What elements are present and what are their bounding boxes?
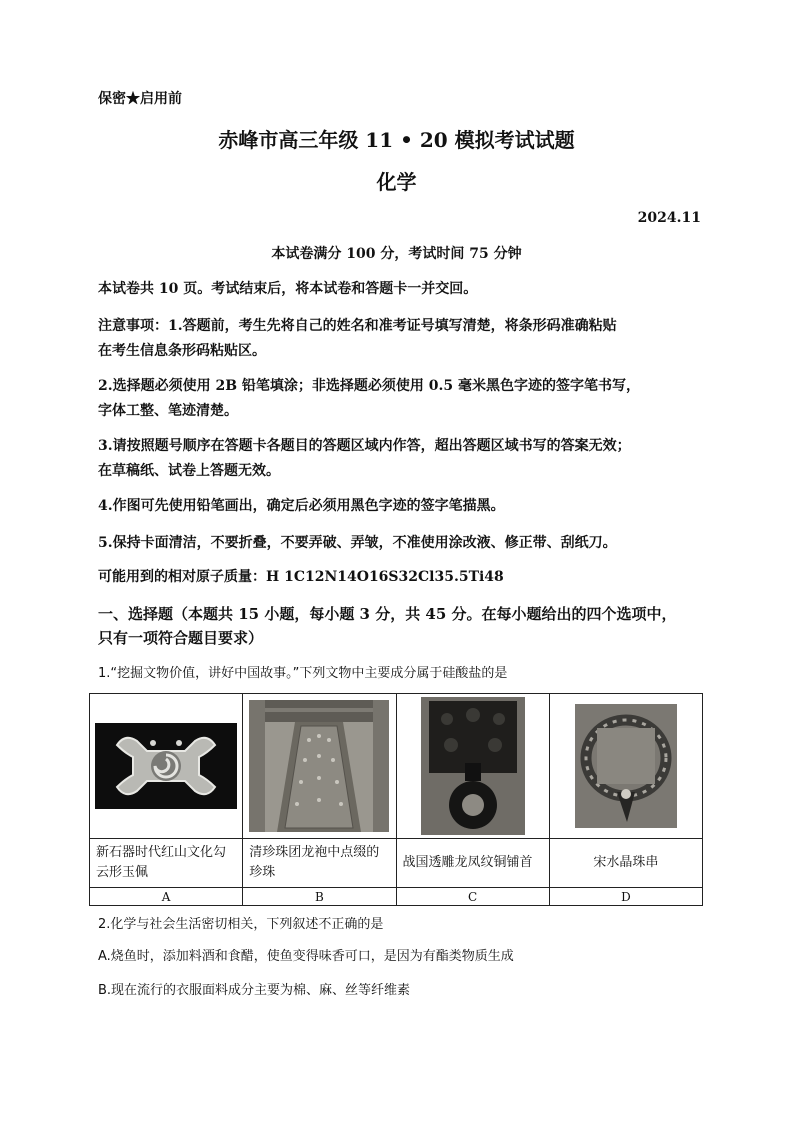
option-b-letter: B [243,888,396,906]
exam-title: 赤峰市高三年级 11 • 20 模拟考试试题 [218,128,575,152]
option-c-caption: 战国透雕龙凤纹铜铺首 [396,839,549,888]
dragon-robe-image [249,700,389,832]
note-4: 4.作图可先使用铅笔画出，确定后必须用黑色字迹的签字笔描黑。 [98,498,505,514]
question-2-stem: 2.化学与社会生活密切相关，下列叙述不正确的是 [98,917,384,932]
jade-pendant-image [95,723,237,809]
note-5: 5.保持卡面清洁，不要折叠，不要弄破、弄皱，不准使用涂改液、修正带、刮纸刀。 [98,535,617,551]
page-count-note: 本试卷共 10 页。考试结束后，将本试卷和答题卡一并交回。 [98,281,478,297]
atomic-masses: 可能用到的相对原子质量：H 1C12N14O16S32Cl35.5Ti48 [98,569,504,585]
option-d-letter: D [549,888,702,906]
option-b-caption: 清珍珠团龙袍中点缀的珍珠 [243,839,396,888]
option-d-image-cell [549,694,702,839]
note-3-line-2: 在草稿纸、试卷上答题无效。 [98,463,280,479]
option-d-caption: 宋水晶珠串 [549,839,702,888]
option-c-image-cell [396,694,549,839]
option-a-image-cell [90,694,243,839]
question-2-option-a: A.烧鱼时，添加料酒和食醋，使鱼变得味香可口，是因为有酯类物质生成 [98,949,514,964]
question-1-options-table [89,693,703,906]
bronze-knocker-image [421,697,525,835]
option-b-image-cell [243,694,396,839]
score-time-note: 本试卷满分 100 分，考试时间 75 分钟 [271,246,522,262]
note-3-line-1: 3.请按照题号顺序在答题卡各题目的答题区域内作答，超出答题区域书写的答案无效； [98,438,631,454]
note-1-line-1: 注意事项：1.答题前，考生先将自己的姓名和准考证号填写清楚，将条形码准确粘贴 [98,318,617,334]
crystal-beads-image [575,704,677,828]
section-heading-line-1: 一、选择题（本题共 15 小题，每小题 3 分，共 45 分。在每小题给出的四个选项中， [98,605,677,623]
question-1-stem: 1.“挖掘文物价值，讲好中国故事。”下列文物中主要成分属于硅酸盐的是 [98,666,508,681]
option-a-caption: 新石器时代红山文化勾云形玉佩 [90,839,243,888]
question-2-option-b: B.现在流行的衣服面料成分主要为棉、麻、丝等纤维素 [98,983,411,998]
note-2-line-2: 字体工整、笔迹清楚。 [98,403,238,419]
subject-title: 化学 [376,170,417,194]
confidential-label: 保密★启用前 [98,91,182,107]
note-2-line-1: 2.选择题必须使用 2B 铅笔填涂；非选择题必须使用 0.5 毫米黑色字迹的签字笔书写， [98,378,641,394]
option-c-letter: C [396,888,549,906]
section-heading-line-2: 只有一项符合题目要求） [98,629,264,647]
option-a-letter: A [90,888,243,906]
exam-date: 2024.11 [637,210,701,226]
note-1-line-2: 在考生信息条形码粘贴区。 [98,343,266,359]
